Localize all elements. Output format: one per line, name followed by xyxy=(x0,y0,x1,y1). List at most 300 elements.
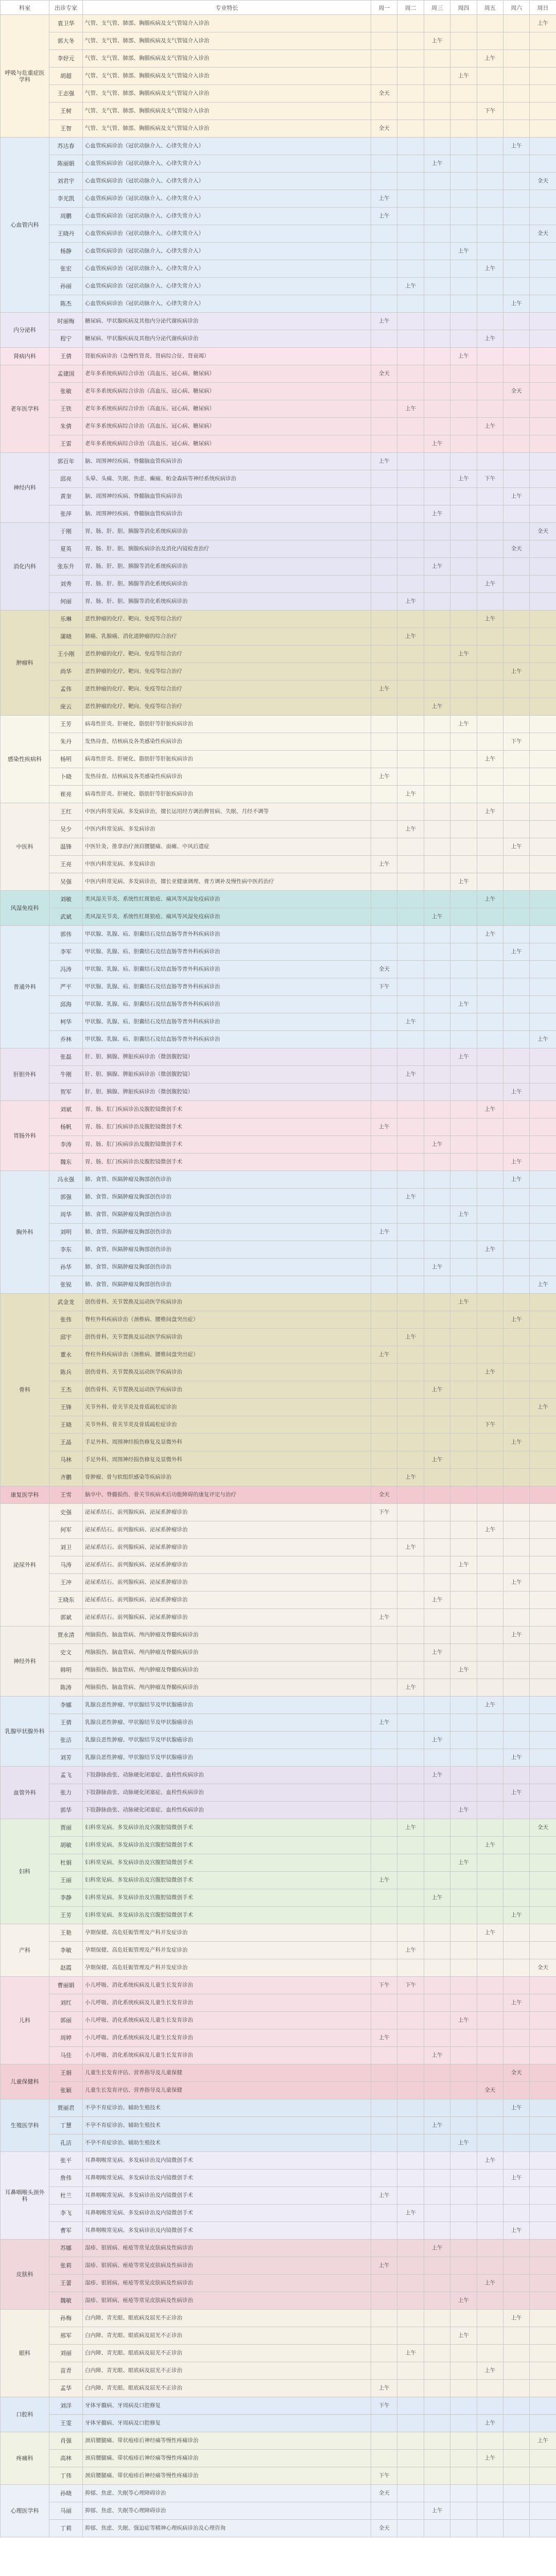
schedule-slot xyxy=(397,2117,424,2134)
specialty-text: 骨肿瘤、骨与软组织感染等疾病诊治 xyxy=(83,1469,371,1486)
schedule-slot xyxy=(424,1154,450,1171)
specialty-text: 湿疹、银屑病、痤疮等常见皮肤病及性病诊治 xyxy=(83,2292,371,2310)
schedule-slot xyxy=(530,2345,556,2362)
schedule-slot xyxy=(503,698,529,716)
table-row xyxy=(1,1942,556,1959)
schedule-slot xyxy=(397,365,424,383)
schedule-slot xyxy=(530,1837,556,1854)
schedule-slot xyxy=(503,2134,529,2152)
schedule-slot xyxy=(450,2380,477,2397)
specialty-text: 心血管疾病诊治（冠状动脉介入、心律失常介入） xyxy=(83,278,371,295)
schedule-slot xyxy=(424,1171,450,1189)
schedule-slot: 上午 xyxy=(397,278,424,295)
schedule-slot xyxy=(397,85,424,103)
table-row xyxy=(1,1732,556,1749)
schedule-slot xyxy=(530,2380,556,2397)
expert-name: 王亮 xyxy=(49,856,83,873)
schedule-slot xyxy=(503,208,529,225)
expert-name: 王晓 xyxy=(49,1416,83,1434)
schedule-slot xyxy=(477,1854,503,1872)
schedule-slot xyxy=(371,243,397,260)
specialty-text: 肺、食管、纵隔肿瘤及胸部创伤诊治 xyxy=(83,1189,371,1206)
specialty-text: 抑郁、焦虑、失眠等心理障碍诊治 xyxy=(83,2502,371,2520)
schedule-slot xyxy=(450,1819,477,1837)
schedule-slot xyxy=(424,2082,450,2099)
schedule-slot xyxy=(397,1837,424,1854)
schedule-slot xyxy=(424,821,450,838)
schedule-slot xyxy=(397,2502,424,2520)
schedule-slot xyxy=(503,891,529,908)
schedule-slot xyxy=(371,1749,397,1767)
schedule-slot: 上午 xyxy=(397,1469,424,1486)
table-row xyxy=(1,1416,556,1434)
schedule-slot xyxy=(397,1556,424,1574)
schedule-slot xyxy=(397,435,424,453)
schedule-slot xyxy=(397,681,424,698)
schedule-slot xyxy=(477,1118,503,1136)
schedule-slot xyxy=(371,1539,397,1556)
specialty-text: 妇科常见病、多发病诊治及宫腹腔镜微创手术 xyxy=(83,1819,371,1837)
schedule-slot xyxy=(450,1591,477,1609)
expert-name: 李光凯 xyxy=(49,190,83,208)
schedule-slot: 上午 xyxy=(424,2502,450,2520)
schedule-slot xyxy=(477,1154,503,1171)
schedule-slot: 上午 xyxy=(530,1276,556,1294)
header-day-mon: 周一 xyxy=(371,1,397,15)
schedule-slot xyxy=(450,383,477,400)
schedule-slot xyxy=(450,751,477,768)
schedule-slot: 上午 xyxy=(397,400,424,418)
schedule-slot xyxy=(397,1994,424,2012)
schedule-slot xyxy=(397,470,424,488)
schedule-slot xyxy=(503,558,529,575)
schedule-slot xyxy=(530,313,556,330)
schedule-slot xyxy=(450,523,477,540)
schedule-slot xyxy=(530,470,556,488)
schedule-slot xyxy=(477,716,503,733)
schedule-slot xyxy=(424,716,450,733)
schedule-slot xyxy=(503,2240,529,2257)
expert-name: 温锋 xyxy=(49,838,83,856)
expert-name: 王晓丹 xyxy=(49,225,83,243)
schedule-slot: 上午 xyxy=(424,1591,450,1609)
schedule-slot xyxy=(450,313,477,330)
schedule-slot xyxy=(477,1276,503,1294)
schedule-slot xyxy=(530,803,556,821)
department-name: 感染性疾病科 xyxy=(1,716,49,803)
table-row xyxy=(1,138,556,155)
table-row xyxy=(1,1206,556,1224)
expert-name: 王小刚 xyxy=(49,646,83,663)
specialty-text: 创伤骨科、关节置换及运动医学疾病诊治 xyxy=(83,1329,371,1346)
schedule-slot xyxy=(530,540,556,558)
specialty-text: 白内障、青光眼、眼底病及屈光不正诊治 xyxy=(83,2380,371,2397)
schedule-slot xyxy=(424,243,450,260)
schedule-slot: 上午 xyxy=(450,646,477,663)
schedule-slot xyxy=(397,208,424,225)
schedule-slot xyxy=(371,418,397,435)
schedule-slot: 上午 xyxy=(503,1784,529,1802)
specialty-text: 湿疹、银屑病、痤疮等常见皮肤病及性病诊治 xyxy=(83,2240,371,2257)
schedule-slot xyxy=(424,2257,450,2275)
schedule-slot xyxy=(424,1329,450,1346)
schedule-slot: 上午 xyxy=(424,2240,450,2257)
schedule-slot: 上午 xyxy=(503,1907,529,1924)
table-row xyxy=(1,2257,556,2275)
specialty-text: 肺、食管、纵隔肿瘤及胸部创伤诊治 xyxy=(83,1224,371,1241)
expert-name: 王锋 xyxy=(49,1399,83,1416)
schedule-slot xyxy=(424,2397,450,2415)
schedule-slot xyxy=(450,1767,477,1784)
schedule-slot xyxy=(450,803,477,821)
schedule-slot xyxy=(424,1486,450,1504)
schedule-slot xyxy=(450,663,477,681)
schedule-slot xyxy=(371,1206,397,1224)
schedule-slot xyxy=(530,2520,556,2537)
schedule-slot xyxy=(371,1451,397,1469)
schedule-slot xyxy=(530,1451,556,1469)
specialty-text: 心血管疾病诊治（冠状动脉介入、心律失常介入） xyxy=(83,243,371,260)
specialty-text: 头晕、头痛、失眠、焦虑、癫痫、帕金森病等神经系统疾病诊治 xyxy=(83,470,371,488)
schedule-slot xyxy=(530,120,556,138)
schedule-slot xyxy=(530,1802,556,1819)
table-row xyxy=(1,891,556,908)
schedule-slot: 上午 xyxy=(530,1031,556,1048)
table-row xyxy=(1,1434,556,1451)
table-row xyxy=(1,2222,556,2240)
expert-name: 孙晓 xyxy=(49,2485,83,2502)
schedule-slot xyxy=(397,1714,424,1732)
schedule-slot xyxy=(477,2064,503,2082)
schedule-slot xyxy=(397,505,424,523)
specialty-text: 耳鼻咽喉常见病、多发病诊治及内镜微创手术 xyxy=(83,2222,371,2240)
schedule-slot xyxy=(424,2310,450,2327)
schedule-slot xyxy=(450,1066,477,1083)
schedule-slot: 上午 xyxy=(477,1241,503,1259)
schedule-slot xyxy=(450,1924,477,1942)
schedule-slot xyxy=(424,383,450,400)
schedule-slot xyxy=(424,2205,450,2222)
schedule-slot xyxy=(530,1206,556,1224)
specialty-text: 甲状腺、乳腺、疝、胆囊结石及结直肠等普外科疾病诊治 xyxy=(83,1013,371,1031)
schedule-slot xyxy=(371,2345,397,2362)
schedule-slot xyxy=(397,2012,424,2029)
schedule-slot xyxy=(530,1136,556,1154)
schedule-slot xyxy=(477,2432,503,2450)
schedule-slot xyxy=(477,1977,503,1994)
schedule-slot xyxy=(424,838,450,856)
table-row xyxy=(1,2187,556,2205)
schedule-slot xyxy=(530,1994,556,2012)
schedule-slot xyxy=(371,1311,397,1329)
schedule-slot xyxy=(450,943,477,961)
schedule-slot xyxy=(397,751,424,768)
schedule-slot: 上午 xyxy=(477,1924,503,1942)
schedule-slot xyxy=(503,1556,529,1574)
schedule-slot xyxy=(503,1416,529,1434)
schedule-slot xyxy=(450,1679,477,1697)
schedule-slot xyxy=(424,67,450,85)
schedule-slot xyxy=(450,505,477,523)
expert-name: 王雯 xyxy=(49,2415,83,2432)
header-day-thu: 周四 xyxy=(450,1,477,15)
schedule-slot xyxy=(397,943,424,961)
schedule-slot xyxy=(424,1907,450,1924)
schedule-slot xyxy=(397,2099,424,2117)
table-row xyxy=(1,1626,556,1644)
schedule-slot xyxy=(530,2310,556,2327)
table-row xyxy=(1,488,556,505)
schedule-slot xyxy=(424,2012,450,2029)
specialty-text: 儿童生长发育评估、营养指导及儿童保健 xyxy=(83,2064,371,2082)
expert-name: 董永 xyxy=(49,1346,83,1364)
schedule-slot xyxy=(424,1784,450,1802)
schedule-slot xyxy=(371,1294,397,1311)
schedule-slot xyxy=(503,1451,529,1469)
department-name: 肾病内科 xyxy=(1,348,49,365)
schedule-slot xyxy=(450,1224,477,1241)
schedule-slot xyxy=(503,2292,529,2310)
specialty-text: 老年多系统疾病综合诊治（高血压、冠心病、糖尿病） xyxy=(83,400,371,418)
schedule-slot xyxy=(424,2064,450,2082)
schedule-slot xyxy=(371,1031,397,1048)
schedule-slot xyxy=(503,908,529,926)
schedule-slot xyxy=(503,1959,529,1977)
schedule-slot xyxy=(530,1784,556,1802)
schedule-slot xyxy=(397,978,424,996)
schedule-slot: 上午 xyxy=(503,2222,529,2240)
expert-name: 王铁 xyxy=(49,400,83,418)
schedule-slot xyxy=(477,1539,503,1556)
schedule-slot xyxy=(424,365,450,383)
schedule-slot xyxy=(477,1469,503,1486)
schedule-slot: 上午 xyxy=(424,1732,450,1749)
expert-name: 李静 xyxy=(49,1889,83,1907)
expert-name: 孙丽 xyxy=(49,278,83,295)
schedule-slot xyxy=(477,1434,503,1451)
schedule-slot xyxy=(530,1486,556,1504)
schedule-slot xyxy=(530,1924,556,1942)
table-row xyxy=(1,768,556,786)
expert-name: 丁慧 xyxy=(49,2117,83,2134)
specialty-text: 湿疹、银屑病、痤疮等常见皮肤病及性病诊治 xyxy=(83,2275,371,2292)
header-specialty: 专业特长 xyxy=(83,1,371,15)
schedule-slot xyxy=(477,2240,503,2257)
schedule-slot xyxy=(371,908,397,926)
schedule-slot xyxy=(424,2520,450,2537)
schedule-slot xyxy=(397,646,424,663)
schedule-slot xyxy=(424,2152,450,2170)
schedule-slot xyxy=(450,225,477,243)
schedule-slot xyxy=(503,856,529,873)
schedule-slot xyxy=(397,891,424,908)
schedule-slot xyxy=(424,2345,450,2362)
schedule-slot xyxy=(371,873,397,891)
specialty-text: 妇科常见病、多发病诊治及宫腹腔镜微创手术 xyxy=(83,1872,371,1889)
schedule-slot xyxy=(450,575,477,593)
schedule-slot xyxy=(477,996,503,1013)
specialty-text: 发热待查、结核病及各类感染性疾病诊治 xyxy=(83,733,371,751)
specialty-text: 心血管疾病诊治（冠状动脉介入、心律失常介入） xyxy=(83,190,371,208)
header-department: 科室 xyxy=(1,1,49,15)
table-row xyxy=(1,2064,556,2082)
expert-name: 严平 xyxy=(49,978,83,996)
table-row xyxy=(1,2117,556,2134)
schedule-slot: 上午 xyxy=(503,138,529,155)
schedule-slot xyxy=(424,400,450,418)
department-name: 呼吸与危重症医学科 xyxy=(1,15,49,138)
expert-name: 吴少 xyxy=(49,821,83,838)
schedule-slot: 上午 xyxy=(371,1609,397,1626)
schedule-slot xyxy=(450,2047,477,2064)
schedule-slot xyxy=(450,1189,477,1206)
specialty-text: 胃、肠、肝、胆、胰腺疾病诊治及消化内镜检查治疗 xyxy=(83,540,371,558)
schedule-slot xyxy=(424,313,450,330)
expert-name: 崔亮 xyxy=(49,786,83,803)
schedule-slot xyxy=(371,558,397,575)
expert-name: 陈丽娟 xyxy=(49,155,83,173)
expert-name: 冯涛 xyxy=(49,961,83,978)
expert-name: 苏娜 xyxy=(49,2240,83,2257)
schedule-slot xyxy=(397,15,424,32)
specialty-text: 中医内科常见病、多发病诊治 xyxy=(83,856,371,873)
schedule-slot xyxy=(450,2450,477,2467)
schedule-slot xyxy=(503,593,529,611)
schedule-slot xyxy=(424,996,450,1013)
schedule-slot xyxy=(530,2170,556,2187)
schedule-slot xyxy=(503,313,529,330)
schedule-slot xyxy=(424,768,450,786)
table-row xyxy=(1,1924,556,1942)
schedule-slot xyxy=(530,1416,556,1434)
schedule-slot xyxy=(371,1942,397,1959)
schedule-slot xyxy=(477,400,503,418)
table-header xyxy=(1,1,556,15)
schedule-slot xyxy=(371,943,397,961)
table-row xyxy=(1,400,556,418)
schedule-slot xyxy=(503,365,529,383)
schedule-slot: 全天 xyxy=(371,1486,397,1504)
specialty-text: 老年多系统疾病综合诊治（高血压、冠心病、糖尿病） xyxy=(83,383,371,400)
table-row xyxy=(1,67,556,85)
schedule-slot xyxy=(530,365,556,383)
schedule-slot xyxy=(477,1889,503,1907)
expert-name: 陈兵 xyxy=(49,1364,83,1381)
schedule-slot xyxy=(503,1714,529,1732)
specialty-text: 牙体牙髓病、牙周病及口腔修复 xyxy=(83,2415,371,2432)
schedule-slot xyxy=(477,208,503,225)
schedule-slot: 全天 xyxy=(371,120,397,138)
schedule-slot xyxy=(397,1504,424,1521)
expert-name: 周婷 xyxy=(49,2029,83,2047)
table-row xyxy=(1,453,556,470)
specialty-text: 颈肩腰腿痛、带状疱疹后神经痛等慢性疼痛诊治 xyxy=(83,2467,371,2485)
specialty-text: 老年多系统疾病综合诊治（高血压、冠心病、糖尿病） xyxy=(83,418,371,435)
schedule-slot xyxy=(503,2029,529,2047)
specialty-text: 气管、支气管、肺部、胸膜疾病及支气管镜介入诊治 xyxy=(83,85,371,103)
expert-name: 尚华 xyxy=(49,663,83,681)
schedule-slot xyxy=(424,593,450,611)
schedule-slot xyxy=(477,2310,503,2327)
expert-name: 苏达春 xyxy=(49,138,83,155)
schedule-slot xyxy=(424,208,450,225)
schedule-slot xyxy=(477,821,503,838)
specialty-text: 气管、支气管、肺部、胸膜疾病及支气管镜介入诊治 xyxy=(83,32,371,50)
schedule-slot xyxy=(503,1732,529,1749)
schedule-slot xyxy=(424,891,450,908)
expert-name: 王娟 xyxy=(49,2064,83,2082)
schedule-slot xyxy=(503,1486,529,1504)
schedule-slot xyxy=(450,2345,477,2362)
schedule-slot xyxy=(371,2450,397,2467)
schedule-slot: 全天 xyxy=(371,2485,397,2502)
expert-name: 李妤元 xyxy=(49,50,83,67)
schedule-slot: 下午 xyxy=(371,1977,397,1994)
schedule-slot xyxy=(530,1679,556,1697)
schedule-slot xyxy=(477,558,503,575)
schedule-slot xyxy=(530,2502,556,2520)
schedule-slot xyxy=(424,2415,450,2432)
schedule-slot xyxy=(530,260,556,278)
schedule-slot xyxy=(450,1732,477,1749)
schedule-slot xyxy=(450,1574,477,1591)
schedule-slot xyxy=(477,908,503,926)
schedule-slot: 上午 xyxy=(503,1994,529,2012)
schedule-slot xyxy=(371,2275,397,2292)
specialty-text: 抑郁、焦虑、失眠、强迫症等精神心理疾病诊治及心理咨询 xyxy=(83,2520,371,2537)
schedule-slot xyxy=(530,1854,556,1872)
expert-name: 胡超 xyxy=(49,67,83,85)
header-row xyxy=(1,1,556,15)
schedule-slot xyxy=(477,733,503,751)
schedule-slot xyxy=(450,138,477,155)
expert-name: 蒲晓 xyxy=(49,628,83,646)
schedule-slot xyxy=(530,505,556,523)
schedule-slot: 上午 xyxy=(397,1679,424,1697)
schedule-slot xyxy=(397,698,424,716)
schedule-slot xyxy=(424,1697,450,1714)
table-row xyxy=(1,1171,556,1189)
schedule-slot xyxy=(450,1644,477,1662)
schedule-slot xyxy=(371,278,397,295)
schedule-slot xyxy=(371,2099,397,2117)
schedule-slot xyxy=(530,1048,556,1066)
schedule-slot: 上午 xyxy=(397,1819,424,1837)
table-row xyxy=(1,716,556,733)
schedule-slot: 上午 xyxy=(371,2029,397,2047)
schedule-slot xyxy=(424,2099,450,2117)
table-row xyxy=(1,190,556,208)
department-name: 老年医学科 xyxy=(1,365,49,453)
schedule-slot: 上午 xyxy=(450,996,477,1013)
table-row xyxy=(1,1697,556,1714)
expert-name: 刘秀 xyxy=(49,575,83,593)
schedule-slot xyxy=(424,575,450,593)
schedule-slot xyxy=(397,2520,424,2537)
schedule-slot xyxy=(503,1521,529,1539)
schedule-slot xyxy=(397,1399,424,1416)
schedule-slot xyxy=(424,523,450,540)
schedule-slot xyxy=(371,1276,397,1294)
schedule-slot xyxy=(503,1189,529,1206)
schedule-slot xyxy=(503,1609,529,1626)
specialty-text: 肺、食管、纵隔肿瘤及胸部创伤诊治 xyxy=(83,1241,371,1259)
table-row xyxy=(1,786,556,803)
schedule-slot xyxy=(530,593,556,611)
schedule-slot: 上午 xyxy=(477,1364,503,1381)
table-row xyxy=(1,418,556,435)
schedule-slot xyxy=(371,470,397,488)
